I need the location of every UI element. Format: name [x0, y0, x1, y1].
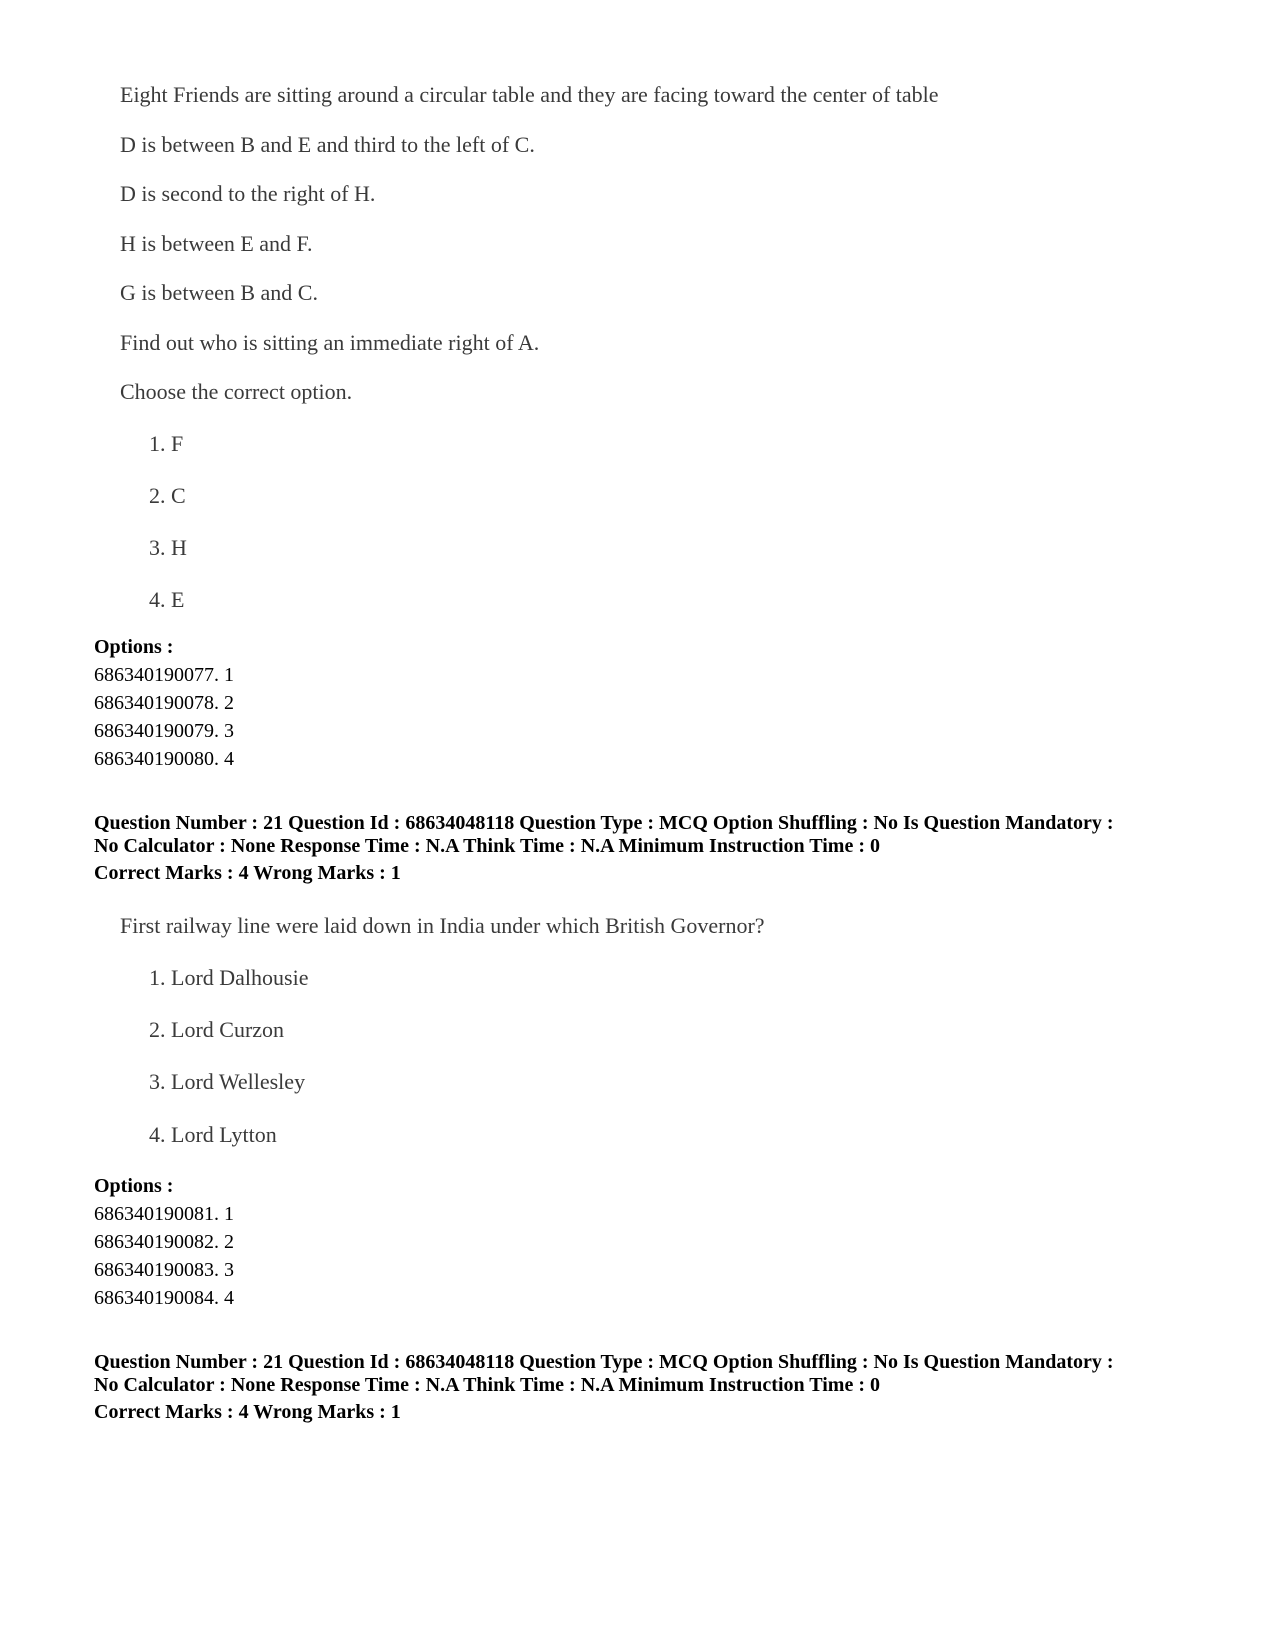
answer-choice: 3. Lord Wellesley — [149, 1069, 306, 1094]
question-text-line: First railway line were laid down in India under which British Governor? — [120, 913, 765, 938]
question-text-line: Find out who is sitting an immediate right of A. — [120, 330, 540, 355]
option-id: 686340190077. 1 — [94, 664, 234, 686]
question-meta-line: Question Number : 21 Question Id : 68634048118 Question Type : MCQ Option Shuffling : No Is Question Mandatory : — [94, 1351, 1114, 1373]
option-id: 686340190081. 1 — [94, 1203, 234, 1225]
answer-choice: 2. Lord Curzon — [149, 1017, 285, 1042]
option-id: 686340190084. 4 — [94, 1287, 234, 1309]
option-id: 686340190083. 3 — [94, 1259, 234, 1281]
question-text-line: D is second to the right of H. — [120, 181, 376, 206]
question-text-line: D is between B and E and third to the left of C. — [120, 132, 535, 157]
option-id: 686340190078. 2 — [94, 692, 234, 714]
question-text-line: Choose the correct option. — [120, 379, 353, 404]
question-meta-line: No Calculator : None Response Time : N.A Think Time : N.A Minimum Instruction Time : 0 — [94, 835, 880, 857]
option-id: 686340190082. 2 — [94, 1231, 234, 1253]
answer-choice: 1. F — [149, 431, 184, 456]
answer-choice: 2. C — [149, 483, 186, 508]
question-meta-line: Question Number : 21 Question Id : 68634048118 Question Type : MCQ Option Shuffling : No Is Question Mandatory : — [94, 812, 1114, 834]
answer-choice: 3. H — [149, 535, 187, 560]
option-id: 686340190079. 3 — [94, 720, 234, 742]
answer-choice: 4. Lord Lytton — [149, 1122, 277, 1147]
options-label: Options : — [94, 1175, 174, 1197]
option-id: 686340190080. 4 — [94, 748, 234, 770]
answer-choice: 4. E — [149, 587, 185, 612]
marks-line: Correct Marks : 4 Wrong Marks : 1 — [94, 862, 401, 884]
question-text-line: G is between B and C. — [120, 280, 318, 305]
marks-line: Correct Marks : 4 Wrong Marks : 1 — [94, 1401, 401, 1423]
question-text-line: Eight Friends are sitting around a circular table and they are facing toward the center of table — [120, 82, 939, 107]
options-label: Options : — [94, 636, 174, 658]
answer-choice: 1. Lord Dalhousie — [149, 965, 309, 990]
question-meta-line: No Calculator : None Response Time : N.A Think Time : N.A Minimum Instruction Time : 0 — [94, 1374, 880, 1396]
question-text-line: H is between E and F. — [120, 231, 313, 256]
